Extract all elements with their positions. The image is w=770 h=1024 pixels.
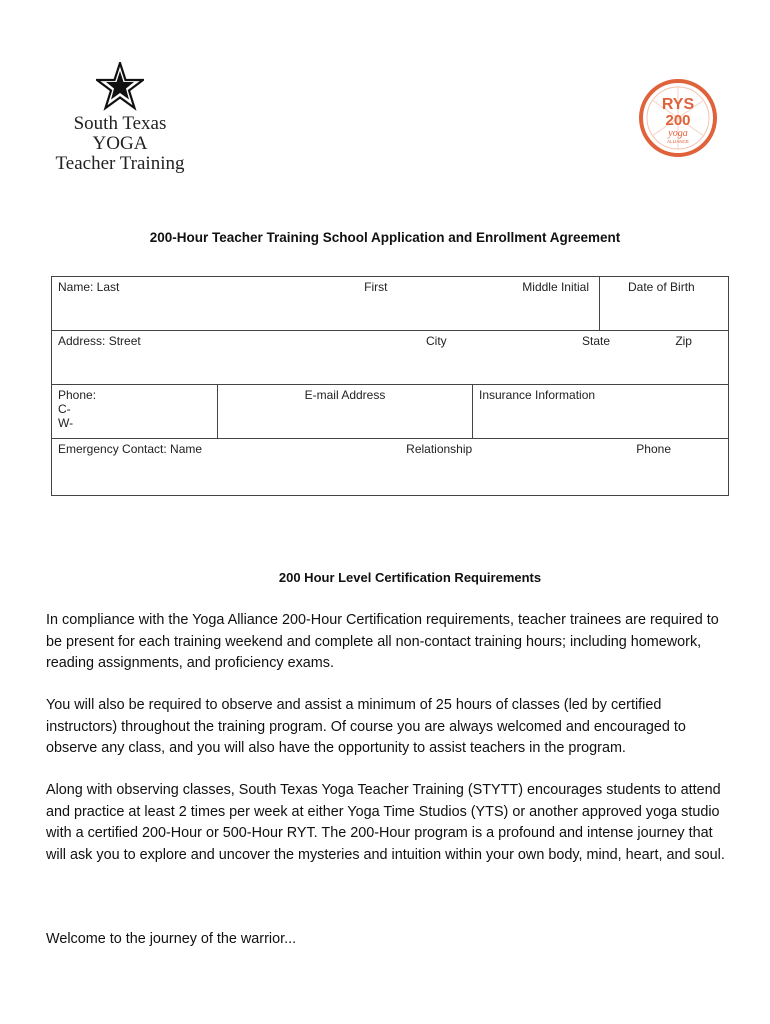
document-title: 200-Hour Teacher Training School Application and Enrollment Agreement xyxy=(149,230,621,245)
badge-text-2: 200 xyxy=(665,112,691,129)
phone-field[interactable] xyxy=(52,385,218,439)
badge-text-4: ALLIANCE xyxy=(667,139,689,144)
address-street-label: Address: Street xyxy=(58,334,141,348)
middle-initial-label: Middle Initial xyxy=(522,280,589,294)
emergency-phone-label: Phone xyxy=(636,442,671,456)
dob-label: Date of Birth xyxy=(628,280,695,294)
emergency-contact-field[interactable] xyxy=(52,439,729,496)
email-field[interactable] xyxy=(218,385,473,439)
zip-label: Zip xyxy=(675,334,692,348)
relationship-label: Relationship xyxy=(406,442,473,456)
badge-text-1: RYS xyxy=(661,96,695,113)
yoga-alliance-badge-icon xyxy=(638,78,718,158)
emergency-name-label: Emergency Contact: Name xyxy=(58,442,203,456)
address-field[interactable] xyxy=(52,331,729,385)
insurance-field[interactable] xyxy=(473,385,729,439)
logo-line-3: Teacher Training xyxy=(55,153,185,174)
paragraph-observe: You will also be required to observe and assist a minimum of 25 hours of classes (led by certified instructors) throughout the training program. Of course you are always welcomed and encouraged to observe any class, and you will also have the opportunity to assist teachers in the program. xyxy=(46,697,686,756)
rys-200-badge xyxy=(638,78,718,158)
phone-label: Phone: xyxy=(58,388,97,402)
school-logo xyxy=(50,62,190,174)
phone-work-label: W- xyxy=(58,416,74,430)
paragraph-practice: Along with observing classes, South Texas Yoga Teacher Training (STYTT) encourages students to attend and practice at least 2 times per week at either Yoga Time Studios (YTS) or another approved yoga studio with a certified 200-Hour or 500-Hour RYT. The 200-Hour program is a profound and intense journey that will ask you to explore and uncover the mysteries and intuition within your own body, mind, heart, and soul. xyxy=(46,782,725,863)
insurance-label: Insurance Information xyxy=(479,388,596,402)
logo-line-1: South Texas xyxy=(73,113,167,134)
application-form xyxy=(51,276,729,496)
first-label: First xyxy=(364,280,388,294)
paragraph-welcome: Welcome to the journey of the warrior... xyxy=(46,931,297,947)
city-label: City xyxy=(426,334,447,348)
logo-line-2: YOGA xyxy=(92,133,148,154)
name-field[interactable] xyxy=(52,277,600,331)
name-last-label: Name: Last xyxy=(58,280,120,294)
phone-cell-label: C- xyxy=(58,402,71,416)
paragraph-compliance: In compliance with the Yoga Alliance 200-Hour Certification requirements, teacher trainees are required to be present for each training weekend and complete all non-contact training hours; including homework, reading assignments, and proficiency exams. xyxy=(46,612,719,671)
email-label: E-mail Address xyxy=(304,388,386,402)
dob-field[interactable] xyxy=(600,277,729,331)
star-icon xyxy=(96,62,144,112)
badge-text-3: yoga xyxy=(668,128,688,139)
section-title: 200 Hour Level Certification Requirements xyxy=(278,570,542,585)
state-label: State xyxy=(581,334,611,348)
